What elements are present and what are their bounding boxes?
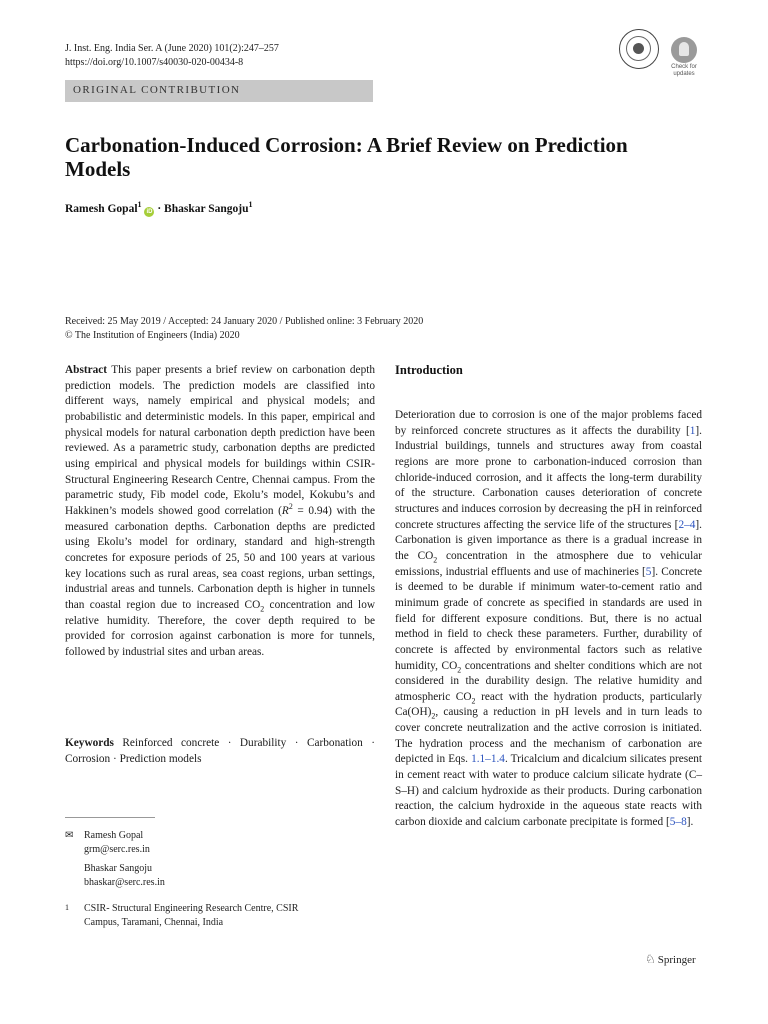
corresponding-author (84, 829, 150, 856)
affiliation-mark: 1 (137, 200, 142, 210)
affiliation-line: CSIR- Structural Engineering Research Centre, CSIR (84, 903, 299, 914)
keywords (65, 736, 375, 767)
body-text: ]. Concrete is deemed to be durable if minimum water-to-cement ratio and minimum grade of concrete as specified in standards are used in field for different exposure conditions. But, there is no actual method in field to check these parameters. Further, durability of concrete is affected by environmental factors such as relative humidity, CO (395, 565, 702, 672)
article-title: Carbonation-Induced Corrosion: A Brief Review on Prediction Models (65, 133, 628, 181)
keywords-heading: Keywords (65, 737, 114, 749)
body-text: ]. (686, 816, 694, 829)
reference-link[interactable]: 2–4 (678, 518, 696, 531)
body-text: ]. Industrial buildings, tunnels and structures away from coastal regions are more prone to carbonation-induced corrosion than chloride-induced corrosion, and it affects the long-term durability of the structure. Carbonation causes deterioration of concrete structures and induces corrosion by decreasing the pH in reinforced concrete structures affecting the service life of the structures [ (395, 424, 702, 531)
author-line (65, 200, 253, 217)
author-email[interactable]: grm@serc.res.in (84, 843, 150, 855)
check-for-updates-icon (671, 37, 697, 63)
reference-link[interactable]: 5 (645, 565, 652, 578)
body-text: concentration in the atmosphere due to vehicular emissions, industrial effluents and use of machineries [ (395, 549, 702, 578)
introduction-body (395, 408, 702, 831)
author-email[interactable]: bhaskar@serc.res.in (84, 876, 165, 888)
abstract-text: = 0.94) with the measured carbonation depths. Carbonation depths are predicted using Ekolu’s model for ordinary, standard and high-strength concretes for exposure periods of 25, 50 and 100 years at various key locations such as rural areas, sea coast regions, urban settings, industrial areas and tunnels. Carbonation depth is higher in tunnels than coastal region due to increased CO (65, 504, 375, 611)
body-text: Deterioration due to corrosion is one of the major problems faced by reinforced concrete structures as it affects the durability [ (395, 409, 702, 437)
r-squared-symbol: R (281, 504, 289, 517)
body-text: ]. Carbonation is given importance as there is a gradual increase in the CO (395, 518, 702, 562)
section-heading-introduction: Introduction (395, 363, 463, 377)
check-for-updates-label: Check for updates (671, 64, 697, 77)
reference-link[interactable]: 5–8 (669, 816, 687, 829)
springer-horse-icon: ♘ (645, 952, 656, 966)
received-dates: Received: 25 May 2019 / Accepted: 24 January 2020 / Published online: 3 February 2020 (65, 316, 424, 327)
abstract-text: concentration and low relative humidity. Therefore, the cover depth required to be provided for corrosion against carbonation is more for tunnels, followed by industrial sites and urban areas. (65, 598, 375, 658)
footnote-author-name: Bhaskar Sangoju (84, 863, 153, 874)
subscript: 2 (260, 604, 265, 614)
subscript: 2 (457, 664, 462, 674)
author-separator: · (157, 203, 162, 215)
affiliation-line: Campus, Taramani, Chennai, India (84, 916, 224, 928)
copyright-line: © The Institution of Engineers (India) 2020 (65, 329, 240, 341)
orcid-icon[interactable]: iD (146, 209, 153, 215)
body-text: , causing a reduction in pH levels and in turn leads to cover concrete neutralization and the active corrosion is initiated. The hydration process and the mechanism of carbonation are depicted in Eqs. (395, 706, 702, 766)
article-type-banner (65, 80, 373, 102)
reference-link[interactable]: 1 (689, 424, 696, 437)
equation-link[interactable]: 1.1–1.4 (471, 753, 505, 766)
body-text: react with the hydration products, particularly Ca(OH) (395, 690, 702, 719)
affiliation-number: 1 (65, 903, 69, 912)
superscript: 2 (288, 502, 293, 512)
subscript: 2 (471, 696, 476, 706)
article-type-label: ORIGINAL CONTRIBUTION (73, 84, 241, 96)
abstract (65, 363, 375, 660)
coauthor-contact (84, 862, 165, 889)
journal-citation: J. Inst. Eng. India Ser. A (June 2020) 101(2):247–257 (65, 43, 279, 54)
body-text: concentrations and shelter conditions which are not considered in the durability design. The relative humidity and atmospheric CO (395, 659, 703, 703)
author-name[interactable]: Ramesh Gopal (65, 203, 138, 215)
abstract-text: This paper presents a brief review on carbonation depth prediction models. The prediction models are classified into different ways, namely empirical and physical models; and probabilistic and deterministic models. In this paper, empirical and physical models for natural carbonation depth prediction have been reviewed. As a parametric study, carbonation depths are predicted using empirical and physical models for buildings within CSIR-Structural Engineering Research Centre, Chennai campus. From the parametric study, Fib model code, Ekolu’s model, Kokubu’s and Hakkinen’s models showed good correlation ( (65, 364, 376, 517)
subscript: 2 (433, 555, 438, 565)
subscript: 2 (431, 711, 436, 721)
body-text: . Tricalcium and dicalcium silicates present in cement react with water to produce calcium silicate hydrate (C–S–H) and calcium hydroxide as their products. During carbonation reaction, the calcium hydroxide in the aqueous state reacts with carbon dioxide and calcium carbonate precipitate is formed [ (395, 753, 702, 829)
journal-info (65, 42, 279, 70)
affiliation-mark: 1 (248, 200, 253, 210)
abstract-heading: Abstract (65, 364, 108, 376)
author-name[interactable]: Bhaskar Sangoju (164, 203, 249, 215)
affiliation (84, 902, 298, 929)
institution-seal-logo (619, 29, 659, 69)
publisher-name: Springer (657, 954, 696, 966)
publication-history (65, 315, 423, 342)
mail-icon: ✉ (65, 830, 74, 841)
keywords-list: Reinforced concrete · Durability · Carbonation · Corrosion · Prediction models (65, 737, 375, 765)
footnote-divider (65, 817, 155, 818)
doi-link[interactable]: https://doi.org/10.1007/s40030-020-00434-8 (65, 57, 244, 68)
publisher-logo (645, 952, 696, 967)
check-for-updates-button[interactable] (666, 37, 702, 78)
footnote-author-name: Ramesh Gopal (84, 830, 144, 841)
